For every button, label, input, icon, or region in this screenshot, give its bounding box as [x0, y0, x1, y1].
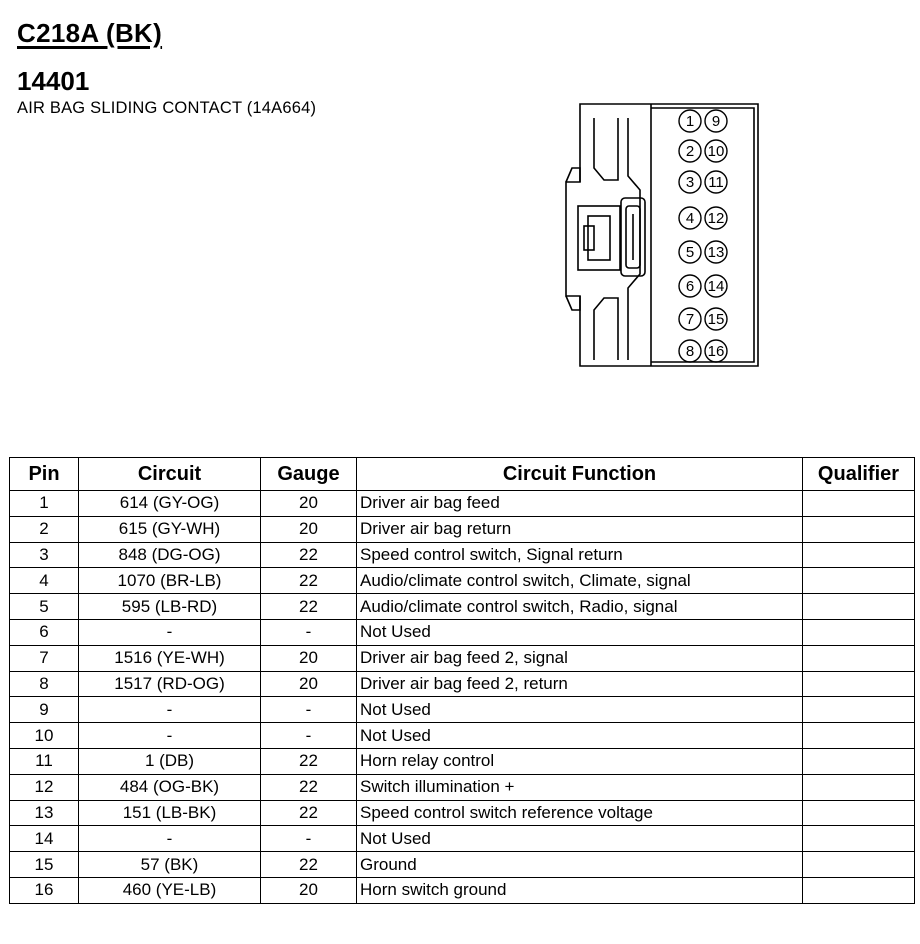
cell-circuit-function: Not Used	[357, 723, 803, 749]
cell-circuit: 1070 (BR-LB)	[79, 568, 261, 594]
cell-gauge: 20	[261, 516, 357, 542]
cell-pin: 5	[10, 594, 79, 620]
cell-circuit-function: Not Used	[357, 697, 803, 723]
table-row	[10, 748, 915, 774]
pin-number-label: 12	[707, 210, 725, 227]
cell-gauge: 22	[261, 748, 357, 774]
pin-assignment-table	[9, 457, 915, 904]
cell-gauge: 22	[261, 542, 357, 568]
table-row	[10, 877, 915, 903]
cell-qualifier	[803, 594, 915, 620]
table-row	[10, 619, 915, 645]
cell-circuit-function: Audio/climate control switch, Radio, signal	[357, 594, 803, 620]
cell-pin: 2	[10, 516, 79, 542]
cell-qualifier	[803, 568, 915, 594]
cell-circuit: 614 (GY-OG)	[79, 491, 261, 517]
cell-qualifier	[803, 697, 915, 723]
table-row	[10, 697, 915, 723]
cell-circuit-function: Ground	[357, 852, 803, 878]
connector-description: AIR BAG SLIDING CONTACT (14A664)	[17, 99, 317, 117]
cell-pin: 11	[10, 748, 79, 774]
connector-housing-outline	[566, 104, 758, 366]
pin-number-label: 13	[707, 244, 725, 261]
cell-circuit-function: Speed control switch reference voltage	[357, 800, 803, 826]
cell-gauge: 22	[261, 774, 357, 800]
cell-qualifier	[803, 748, 915, 774]
table-row	[10, 671, 915, 697]
cell-pin: 4	[10, 568, 79, 594]
table-row	[10, 826, 915, 852]
cell-gauge: 22	[261, 852, 357, 878]
cell-circuit: -	[79, 697, 261, 723]
cell-circuit: 1516 (YE-WH)	[79, 645, 261, 671]
cell-gauge: 20	[261, 645, 357, 671]
pin-number-label: 15	[707, 311, 725, 328]
cell-pin: 13	[10, 800, 79, 826]
cell-qualifier	[803, 800, 915, 826]
connector-id: C218A (BK)	[17, 18, 163, 48]
part-number: 14401	[17, 66, 90, 96]
cell-circuit: 595 (LB-RD)	[79, 594, 261, 620]
table-row	[10, 774, 915, 800]
cell-circuit: 484 (OG-BK)	[79, 774, 261, 800]
cell-pin: 10	[10, 723, 79, 749]
cell-qualifier	[803, 516, 915, 542]
cell-circuit: -	[79, 723, 261, 749]
header-circuit-function: Circuit Function	[357, 458, 803, 491]
cell-qualifier	[803, 619, 915, 645]
table-body	[10, 491, 915, 904]
header-pin: Pin	[10, 458, 79, 491]
pin-number-label: 16	[707, 343, 725, 360]
pin-number-label: 5	[685, 244, 695, 261]
cell-circuit-function: Audio/climate control switch, Climate, signal	[357, 568, 803, 594]
table-row	[10, 723, 915, 749]
cell-qualifier	[803, 542, 915, 568]
pin-number-label: 6	[685, 278, 695, 295]
cell-gauge: 22	[261, 568, 357, 594]
cell-gauge: 22	[261, 800, 357, 826]
cell-circuit-function: Not Used	[357, 619, 803, 645]
cell-qualifier	[803, 852, 915, 878]
cell-qualifier	[803, 877, 915, 903]
table-row	[10, 542, 915, 568]
table-row	[10, 594, 915, 620]
cell-circuit: -	[79, 826, 261, 852]
cell-pin: 8	[10, 671, 79, 697]
header-qualifier: Qualifier	[803, 458, 915, 491]
cell-circuit: 460 (YE-LB)	[79, 877, 261, 903]
cell-pin: 14	[10, 826, 79, 852]
cell-gauge: 20	[261, 877, 357, 903]
cell-gauge: 20	[261, 671, 357, 697]
cell-gauge: -	[261, 723, 357, 749]
cell-circuit-function: Horn switch ground	[357, 877, 803, 903]
cell-pin: 9	[10, 697, 79, 723]
table-row	[10, 800, 915, 826]
pin-number-label: 4	[685, 210, 695, 227]
pin-number-label: 7	[685, 311, 695, 328]
pin-number-label: 11	[708, 174, 724, 191]
cell-circuit: 151 (LB-BK)	[79, 800, 261, 826]
cell-circuit: 1 (DB)	[79, 748, 261, 774]
header-circuit: Circuit	[79, 458, 261, 491]
cell-qualifier	[803, 671, 915, 697]
cell-gauge: 22	[261, 594, 357, 620]
cell-pin: 3	[10, 542, 79, 568]
cell-circuit-function: Switch illumination +	[357, 774, 803, 800]
pin-number-label: 14	[707, 278, 725, 295]
cell-pin: 16	[10, 877, 79, 903]
cell-circuit-function: Not Used	[357, 826, 803, 852]
cell-gauge: -	[261, 826, 357, 852]
cell-pin: 15	[10, 852, 79, 878]
pin-number-label: 8	[685, 343, 695, 360]
cell-gauge: -	[261, 619, 357, 645]
cell-gauge: 20	[261, 491, 357, 517]
cell-circuit-function: Driver air bag return	[357, 516, 803, 542]
cell-circuit-function: Driver air bag feed 2, return	[357, 671, 803, 697]
cell-circuit-function: Speed control switch, Signal return	[357, 542, 803, 568]
cell-pin: 12	[10, 774, 79, 800]
cell-pin: 7	[10, 645, 79, 671]
cell-qualifier	[803, 774, 915, 800]
cell-circuit: 848 (DG-OG)	[79, 542, 261, 568]
cell-pin: 6	[10, 619, 79, 645]
header-gauge: Gauge	[261, 458, 357, 491]
cell-circuit: 615 (GY-WH)	[79, 516, 261, 542]
table-row	[10, 516, 915, 542]
table-header-row	[10, 458, 915, 491]
cell-circuit-function: Horn relay control	[357, 748, 803, 774]
pin-number-label: 9	[711, 113, 721, 130]
cell-qualifier	[803, 826, 915, 852]
table-row	[10, 645, 915, 671]
cell-qualifier	[803, 645, 915, 671]
cell-qualifier	[803, 723, 915, 749]
table-row	[10, 491, 915, 517]
cell-pin: 1	[10, 491, 79, 517]
cell-circuit: 1517 (RD-OG)	[79, 671, 261, 697]
pin-number-label: 1	[685, 113, 695, 130]
cell-circuit: 57 (BK)	[79, 852, 261, 878]
cell-circuit-function: Driver air bag feed 2, signal	[357, 645, 803, 671]
pin-grid	[679, 110, 727, 362]
cell-circuit-function: Driver air bag feed	[357, 491, 803, 517]
cell-qualifier	[803, 491, 915, 517]
pin-number-label: 3	[685, 174, 695, 191]
pin-number-label: 2	[685, 143, 695, 160]
pin-number-label: 10	[707, 143, 725, 160]
table-row	[10, 568, 915, 594]
table-row	[10, 852, 915, 878]
cell-circuit: -	[79, 619, 261, 645]
connector-face-diagram	[558, 98, 768, 370]
cell-gauge: -	[261, 697, 357, 723]
